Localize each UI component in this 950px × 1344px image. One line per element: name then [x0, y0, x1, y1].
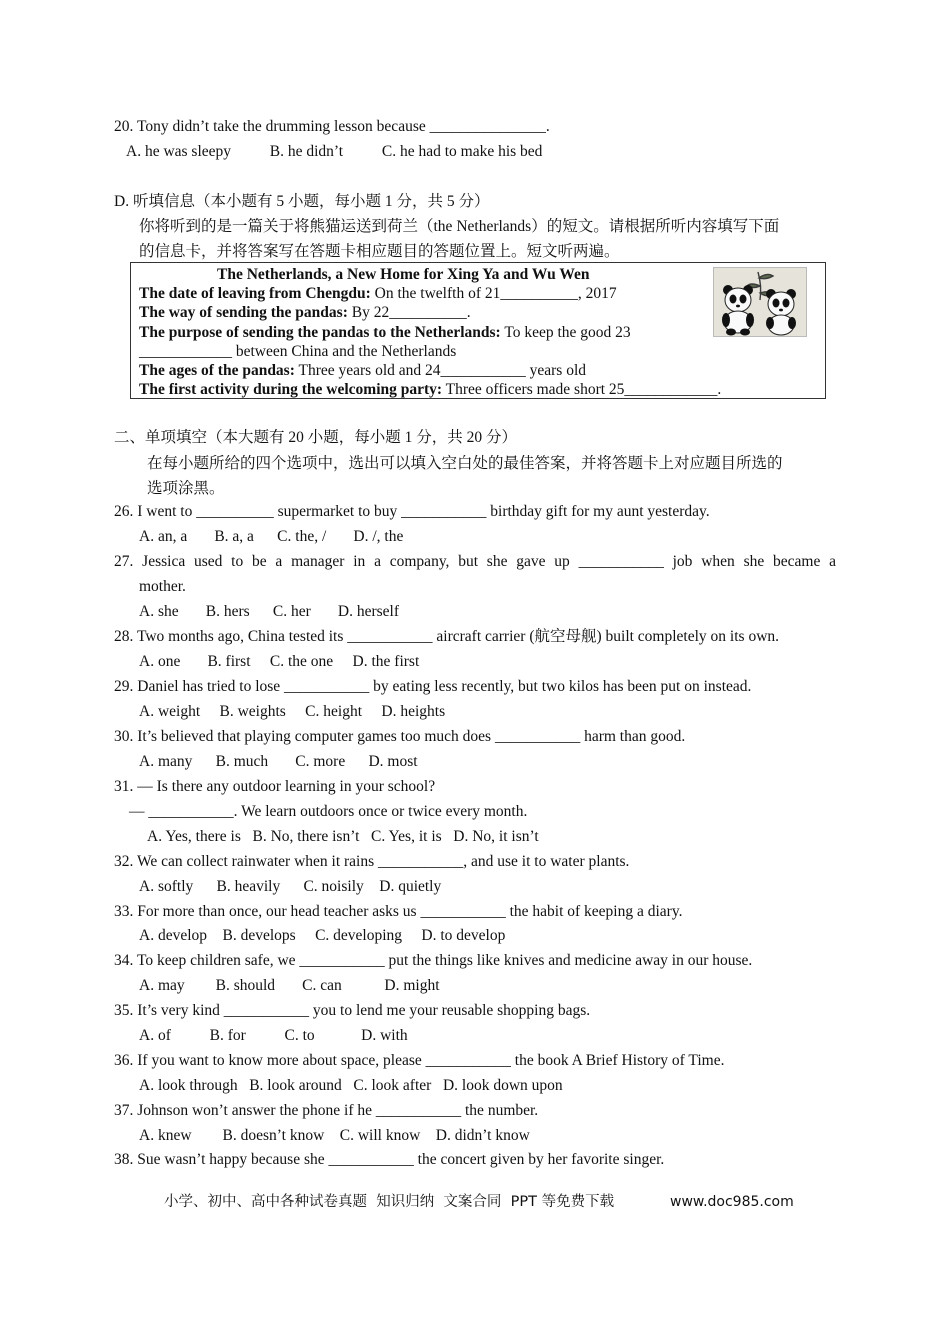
question-35-stem: 35. It’s very kind ___________ you to lend me your reusable shopping bags.: [114, 1002, 591, 1019]
question-29-options: A. weight B. weights C. height D. heights: [139, 703, 446, 720]
question-28-options: A. one B. first C. the one D. the first: [139, 653, 420, 670]
question-30-options: A. many B. much C. more D. most: [139, 753, 418, 770]
question-37-options: A. knew B. doesn’t know C. will know D. didn’t know: [139, 1127, 530, 1144]
info-card-row-way: [139, 303, 471, 323]
row-label: The date of leaving from Chengdu:: [139, 285, 371, 302]
question-29-stem: 29. Daniel has tried to lose ___________ by eating less recently, but two kilos has been put on instead.: [114, 678, 752, 695]
footer-url: www.doc985.com: [670, 1194, 794, 1210]
question-26-options: A. an, a B. a, a C. the, / D. /, the: [139, 528, 404, 545]
question-26-stem: 26. I went to __________ supermarket to buy ___________ birthday gift for my aunt yesterday.: [114, 503, 710, 520]
question-38-stem: 38. Sue wasn’t happy because she ___________ the concert given by her favorite singer.: [114, 1151, 665, 1168]
info-card-title: The Netherlands, a New Home for Xing Ya and Wu Wen: [217, 266, 590, 283]
row-label: The purpose of sending the pandas to the Netherlands:: [139, 324, 501, 341]
question-27-stem-cont: mother.: [139, 578, 186, 595]
question-36-options: A. look through B. look around C. look after D. look down upon: [139, 1077, 563, 1094]
section-d-instruction-2: 的信息卡，并将答案写在答题卡相应题目的答题位置上。短文听两遍。: [139, 243, 620, 260]
row-label: The way of sending the pandas:: [139, 304, 348, 321]
question-31-stem-cont: — ___________. We learn outdoors once or twice every month.: [129, 803, 528, 820]
question-31-stem: 31. — Is there any outdoor learning in your school?: [114, 778, 436, 795]
question-30-stem: 30. It’s believed that playing computer games too much does ___________ harm than good.: [114, 728, 686, 745]
row-text: By 22__________.: [347, 304, 471, 321]
row-text: On the twelfth of 21__________, 2017: [370, 285, 617, 302]
footer-text: 小学、初中、高中各种试卷真题 知识归纳 文案合同 PPT 等免费下载: [164, 1194, 615, 1210]
row-label: The first activity during the welcoming party:: [139, 381, 443, 398]
section-2-title: 二、单项填空（本大题有 20 小题，每小题 1 分，共 20 分）: [114, 429, 518, 446]
question-33-stem: 33. For more than once, our head teacher asks us ___________ the habit of keeping a diary.: [114, 903, 683, 920]
panda-picture: [713, 267, 807, 337]
question-37-stem: 37. Johnson won’t answer the phone if he ___________ the number.: [114, 1102, 539, 1119]
question-32-options: A. softly B. heavily C. noisily D. quietly: [139, 878, 442, 895]
question-36-stem: 36. If you want to know more about space, please ___________ the book A Brief History of Time.: [114, 1052, 725, 1069]
row-label: The ages of the pandas:: [139, 362, 295, 379]
panda-illustration: [714, 268, 806, 336]
question-34-stem: 34. To keep children safe, we ___________ put the things like knives and medicine away in our house.: [114, 952, 753, 969]
row-text: Three years old and 24___________ years old: [294, 362, 587, 379]
row-text: To keep the good 23: [500, 324, 631, 341]
question-20-stem: 20. Tony didn’t take the drumming lesson because _______________.: [114, 118, 550, 135]
question-28-stem: 28. Two months ago, China tested its ___________ aircraft carrier (航空母舰) built completely on its own.: [114, 628, 780, 645]
question-27-options: A. she B. hers C. her D. herself: [139, 603, 400, 620]
question-20-options: A. he was sleepy B. he didn’t C. he had to make his bed: [126, 143, 543, 160]
section-d-title: D. 听填信息（本小题有 5 小题，每小题 1 分，共 5 分）: [114, 193, 490, 210]
section-2-instruction-2: 选项涂黑。: [147, 480, 225, 497]
row-text: Three officers made short 25____________.: [442, 381, 722, 398]
question-34-options: A. may B. should C. can D. might: [139, 977, 440, 994]
question-35-options: A. of B. for C. to D. with: [139, 1027, 408, 1044]
section-2-instruction-1: 在每小题所给的四个选项中，选出可以填入空白处的最佳答案，并将答题卡上对应题目所选的: [147, 455, 783, 472]
section-d-instruction-1: 你将听到的是一篇关于将熊猫运送到荷兰（the Netherlands）的短文。请根据所听内容填写下面: [139, 218, 780, 235]
info-card-row-ages: [139, 361, 586, 381]
question-33-options: A. develop B. develops C. developing D. to develop: [139, 927, 506, 944]
info-card: [130, 262, 826, 399]
info-card-row-purpose: [139, 323, 631, 343]
info-card-row-purpose-cont: ____________ between China and the Netherlands: [139, 343, 457, 360]
question-27-stem: 27. Jessica used to be a manager in a company, but she gave up ___________ job when she became a: [114, 553, 836, 570]
question-31-options: A. Yes, there is B. No, there isn’t C. Yes, it is D. No, it isn’t: [147, 828, 539, 845]
question-32-stem: 32. We can collect rainwater when it rains ___________, and use it to water plants.: [114, 853, 630, 870]
info-card-row-activity: [139, 380, 721, 400]
info-card-row-date: [139, 284, 617, 304]
